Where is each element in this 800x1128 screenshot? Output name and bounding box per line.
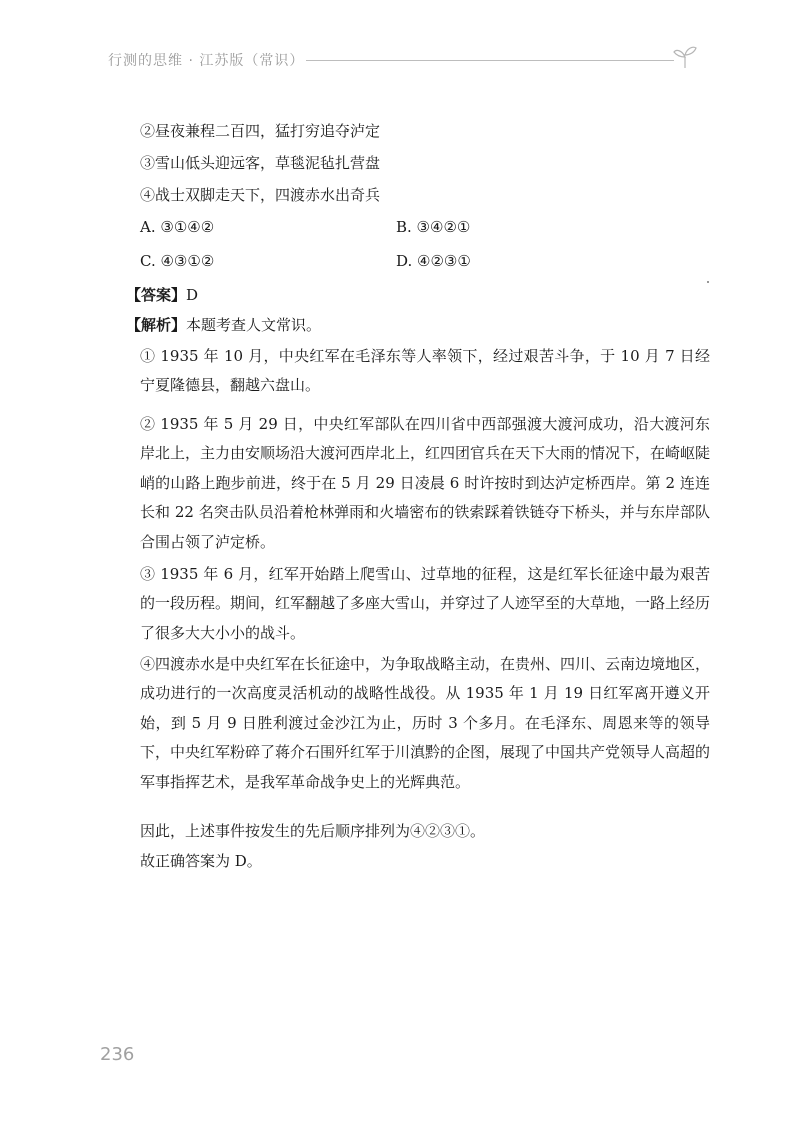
analysis-intro: 本题考查人文常识。 xyxy=(186,316,322,334)
answer-tag: 【答案】 xyxy=(126,286,187,304)
option-a: A. ③①④② xyxy=(140,218,215,236)
running-header xyxy=(108,44,708,74)
analysis-conclusion: 因此，上述事件按发生的先后顺序排列为④②③①。 xyxy=(140,822,486,840)
analysis-line xyxy=(126,314,321,335)
header-rule xyxy=(306,60,674,61)
analysis-paragraph: ① 1935 年 10 月，中央红军在毛泽东等人率领下，经过艰苦斗争，于 10 月 7 日经宁夏隆德县，翻越六盘山。 xyxy=(140,347,710,395)
analysis-final-answer: 故正确答案为 D。 xyxy=(140,852,262,870)
scan-speck xyxy=(707,281,709,283)
option-b: B. ③④②① xyxy=(396,218,471,236)
answer-value: D xyxy=(186,286,199,304)
question-item: ③雪山低头迎远客，草毯泥毡扎营盘 xyxy=(140,154,381,172)
option-c: C. ④③①② xyxy=(140,252,215,270)
answer-line xyxy=(126,284,198,305)
analysis-paragraph: ② 1935 年 5 月 29 日，中央红军部队在四川省中西部强渡大渡河成功，沿大渡河东岸北上，主力由安顺场沿大渡河西岸北上，红四团官兵在天下大雨的情况下，在崎岖陡峭的山路上跑步前进，终于在 5 月 29 日凌晨 6 时许按时到达泸定桥西岸。第 2 连连长和 22 名突击队员沿着枪林弹雨和火墙密布的铁索踩着铁链夺下桥头，并与东岸部队合围占领了泸定桥。 xyxy=(140,415,711,551)
sprout-icon xyxy=(672,44,698,70)
question-item: ②昼夜兼程二百四，猛打穷追夺泸定 xyxy=(140,122,381,140)
question-item: ④战士双脚走天下，四渡赤水出奇兵 xyxy=(140,186,381,204)
analysis-paragraph: ③ 1935 年 6 月，红军开始踏上爬雪山、过草地的征程，这是红军长征途中最为艰苦的一段历程。期间，红军翻越了多座大雪山，并穿过了人迹罕至的大草地，一路上经历了很多大大小小的战斗。 xyxy=(140,565,711,642)
page-number: 236 xyxy=(100,1044,135,1065)
header-title: 行测的思维 · 江苏版（常识） xyxy=(108,53,305,69)
analysis-paragraph: ④四渡赤水是中央红军在长征途中，为争取战略主动，在贵州、四川、云南边境地区，成功进行的一次高度灵活机动的战略性战役。从 1935 年 1 月 19 日红军离开遵义开始，到 5 月 9 日胜利渡过金沙江为止，历时 3 个多月。在毛泽东、周恩来等的领导下，中央红军粉碎了蒋介石围歼红军于川滇黔的企图，展现了中国共产党领导人高超的军事指挥艺术，是我军革命战争史上的光辉典范。 xyxy=(140,655,711,791)
analysis-tag: 【解析】 xyxy=(126,316,187,334)
option-d: D. ④②③① xyxy=(396,252,471,270)
